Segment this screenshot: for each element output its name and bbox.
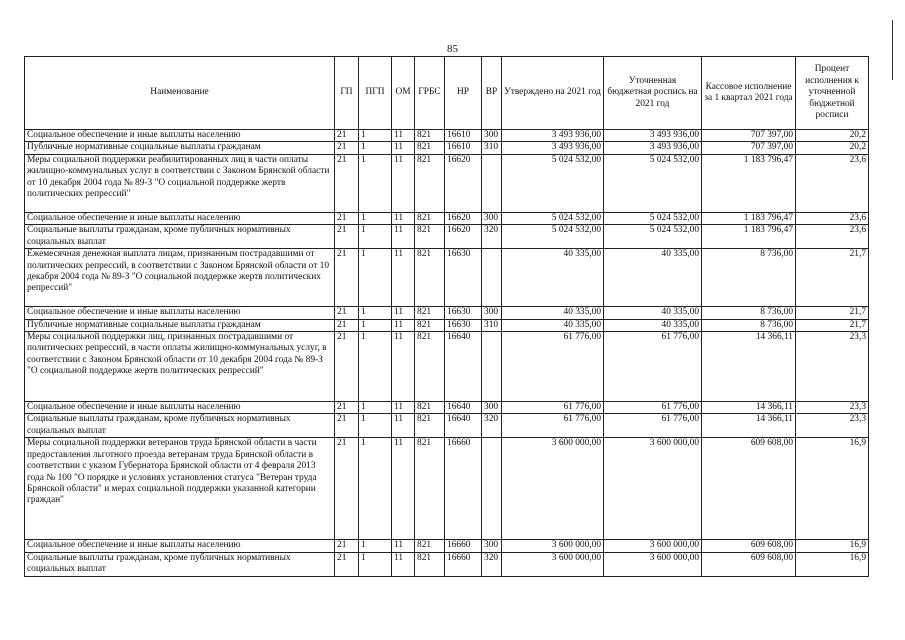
cell-name: Социальное обеспечение и иные выплаты населению	[25, 402, 335, 414]
table-row	[25, 332, 869, 402]
cell-gp: 21	[335, 332, 359, 402]
cell-np: 16620	[445, 225, 482, 249]
cell-vr	[482, 332, 502, 402]
cell-refined: 3 600 000,00	[604, 552, 702, 576]
cell-name: Ежемесячная денежная выплата лицам, признанным пострадавшими от политических репрессий, в соответствии с Законом Брянской области от 10 декабря 2004 года № 89-З "О социальной поддержке жертв политических репрессий"	[25, 249, 335, 307]
header-grbs: ГРБС	[415, 57, 445, 130]
cell-refined: 61 776,00	[604, 414, 702, 438]
cell-percent: 23,3	[796, 414, 869, 438]
cell-name: Публичные нормативные социальные выплаты гражданам	[25, 319, 335, 331]
cell-np: 16620	[445, 212, 482, 224]
cell-pgp: 1	[359, 332, 392, 402]
cell-vr: 300	[482, 212, 502, 224]
cell-percent: 23,6	[796, 154, 869, 212]
cell-gp: 21	[335, 130, 359, 142]
cell-np: 16640	[445, 402, 482, 414]
cell-om: 11	[392, 154, 415, 212]
header-cash: Кассовое исполнение за 1 квартал 2021 года	[702, 57, 796, 130]
cell-name: Публичные нормативные социальные выплаты гражданам	[25, 142, 335, 154]
cell-cash: 1 183 796,47	[702, 225, 796, 249]
cell-refined: 3 493 936,00	[604, 142, 702, 154]
cell-refined: 3 600 000,00	[604, 540, 702, 552]
cell-pgp: 1	[359, 319, 392, 331]
cell-np: 16640	[445, 414, 482, 438]
cell-vr: 320	[482, 414, 502, 438]
cell-refined: 40 335,00	[604, 307, 702, 319]
cell-gp: 21	[335, 402, 359, 414]
budget-table	[24, 56, 869, 577]
cell-approved: 3 493 936,00	[502, 130, 604, 142]
cell-name: Меры социальной поддержки ветеранов труда Брянской области в части предоставления льготного проезда ветеранам труда Брянской области в соответствии с указом Губернатора Брянской области от 4 февраля 2013 года № 100 "О порядке и условиях установления статуса "Ветеран труда Брянской области" и мерах социальной поддержки указанной категории граждан"	[25, 438, 335, 540]
cell-cash: 609 608,00	[702, 540, 796, 552]
table-row	[25, 540, 869, 552]
cell-grbs: 821	[415, 332, 445, 402]
cell-np: 16660	[445, 552, 482, 576]
table-row	[25, 212, 869, 224]
table-row	[25, 249, 869, 307]
cell-percent: 20,2	[796, 142, 869, 154]
cell-percent: 23,6	[796, 225, 869, 249]
cell-approved: 5 024 532,00	[502, 154, 604, 212]
cell-cash: 14 366,11	[702, 414, 796, 438]
cell-pgp: 1	[359, 225, 392, 249]
cell-np: 16620	[445, 154, 482, 212]
cell-vr: 310	[482, 142, 502, 154]
cell-grbs: 821	[415, 402, 445, 414]
table-row	[25, 552, 869, 576]
cell-refined: 5 024 532,00	[604, 154, 702, 212]
cell-cash: 8 736,00	[702, 319, 796, 331]
table-row	[25, 438, 869, 540]
cell-percent: 23,3	[796, 402, 869, 414]
cell-gp: 21	[335, 212, 359, 224]
cell-percent: 21,7	[796, 307, 869, 319]
cell-approved: 3 600 000,00	[502, 438, 604, 540]
cell-pgp: 1	[359, 438, 392, 540]
cell-vr: 320	[482, 552, 502, 576]
cell-approved: 3 493 936,00	[502, 142, 604, 154]
cell-name: Социальное обеспечение и иные выплаты населению	[25, 212, 335, 224]
cell-approved: 40 335,00	[502, 307, 604, 319]
cell-om: 11	[392, 438, 415, 540]
cell-approved: 40 335,00	[502, 249, 604, 307]
cell-grbs: 821	[415, 438, 445, 540]
header-approved: Утверждено на 2021 год	[502, 57, 604, 130]
edge-line	[892, 20, 893, 80]
cell-grbs: 821	[415, 130, 445, 142]
cell-approved: 3 600 000,00	[502, 552, 604, 576]
table-row	[25, 307, 869, 319]
cell-om: 11	[392, 540, 415, 552]
header-name: Наименование	[25, 57, 335, 130]
cell-percent: 21,7	[796, 319, 869, 331]
cell-cash: 14 366,11	[702, 332, 796, 402]
cell-pgp: 1	[359, 212, 392, 224]
table-row	[25, 130, 869, 142]
table-row	[25, 142, 869, 154]
cell-vr	[482, 249, 502, 307]
cell-grbs: 821	[415, 154, 445, 212]
cell-grbs: 821	[415, 319, 445, 331]
cell-np: 16630	[445, 307, 482, 319]
page-number: 85	[447, 43, 458, 55]
cell-gp: 21	[335, 307, 359, 319]
cell-gp: 21	[335, 414, 359, 438]
cell-vr: 310	[482, 319, 502, 331]
cell-om: 11	[392, 130, 415, 142]
cell-grbs: 821	[415, 540, 445, 552]
cell-om: 11	[392, 332, 415, 402]
header-np: НР	[445, 57, 482, 130]
header-refined: Уточненная бюджетная роспись на 2021 год	[604, 57, 702, 130]
cell-gp: 21	[335, 249, 359, 307]
cell-grbs: 821	[415, 552, 445, 576]
cell-pgp: 1	[359, 307, 392, 319]
cell-om: 11	[392, 402, 415, 414]
cell-refined: 3 600 000,00	[604, 438, 702, 540]
cell-om: 11	[392, 142, 415, 154]
header-percent: Процент исполнения к уточненной бюджетной росписи	[796, 57, 869, 130]
cell-vr	[482, 438, 502, 540]
cell-np: 16660	[445, 540, 482, 552]
cell-percent: 23,6	[796, 212, 869, 224]
header-pgp: ПГП	[359, 57, 392, 130]
cell-approved: 61 776,00	[502, 414, 604, 438]
cell-refined: 61 776,00	[604, 402, 702, 414]
cell-gp: 21	[335, 552, 359, 576]
table-row	[25, 225, 869, 249]
header-om: ОМ	[392, 57, 415, 130]
cell-percent: 16,9	[796, 438, 869, 540]
cell-om: 11	[392, 212, 415, 224]
cell-pgp: 1	[359, 540, 392, 552]
table-header-row	[25, 57, 869, 130]
cell-gp: 21	[335, 154, 359, 212]
cell-gp: 21	[335, 225, 359, 249]
cell-om: 11	[392, 552, 415, 576]
cell-percent: 20,2	[796, 130, 869, 142]
cell-name: Социальное обеспечение и иные выплаты населению	[25, 540, 335, 552]
cell-approved: 61 776,00	[502, 402, 604, 414]
cell-pgp: 1	[359, 402, 392, 414]
cell-name: Социальные выплаты гражданам, кроме публичных нормативных социальных выплат	[25, 414, 335, 438]
cell-vr	[482, 154, 502, 212]
cell-pgp: 1	[359, 414, 392, 438]
cell-refined: 40 335,00	[604, 319, 702, 331]
cell-name: Социальное обеспечение и иные выплаты населению	[25, 307, 335, 319]
cell-om: 11	[392, 249, 415, 307]
cell-np: 16640	[445, 332, 482, 402]
cell-np: 16660	[445, 438, 482, 540]
cell-vr: 300	[482, 402, 502, 414]
cell-percent: 16,9	[796, 540, 869, 552]
table-row	[25, 154, 869, 212]
cell-pgp: 1	[359, 552, 392, 576]
cell-cash: 8 736,00	[702, 249, 796, 307]
cell-grbs: 821	[415, 142, 445, 154]
cell-cash: 1 183 796,47	[702, 154, 796, 212]
cell-gp: 21	[335, 438, 359, 540]
cell-cash: 14 366,11	[702, 402, 796, 414]
cell-approved: 61 776,00	[502, 332, 604, 402]
cell-refined: 61 776,00	[604, 332, 702, 402]
cell-grbs: 821	[415, 249, 445, 307]
cell-name: Меры социальной поддержки реабилитированных лиц в части оплаты жилищно-коммунальных услуг в соответствии с Законом Брянской области от 10 декабря 2004 года № 89-З "О социальной поддержке жертв политических репрессий"	[25, 154, 335, 212]
cell-approved: 5 024 532,00	[502, 225, 604, 249]
cell-grbs: 821	[415, 212, 445, 224]
cell-cash: 707 397,00	[702, 142, 796, 154]
cell-pgp: 1	[359, 142, 392, 154]
cell-refined: 3 493 936,00	[604, 130, 702, 142]
cell-vr: 300	[482, 130, 502, 142]
cell-gp: 21	[335, 540, 359, 552]
cell-approved: 3 600 000,00	[502, 540, 604, 552]
table-row	[25, 402, 869, 414]
cell-om: 11	[392, 225, 415, 249]
cell-np: 16630	[445, 249, 482, 307]
cell-cash: 609 608,00	[702, 552, 796, 576]
cell-approved: 40 335,00	[502, 319, 604, 331]
cell-approved: 5 024 532,00	[502, 212, 604, 224]
cell-pgp: 1	[359, 130, 392, 142]
cell-np: 16610	[445, 142, 482, 154]
cell-cash: 707 397,00	[702, 130, 796, 142]
cell-gp: 21	[335, 319, 359, 331]
cell-vr: 320	[482, 225, 502, 249]
cell-om: 11	[392, 319, 415, 331]
cell-name: Социальное обеспечение и иные выплаты населению	[25, 130, 335, 142]
cell-refined: 40 335,00	[604, 249, 702, 307]
cell-percent: 16,9	[796, 552, 869, 576]
table-row	[25, 319, 869, 331]
cell-percent: 23,3	[796, 332, 869, 402]
cell-vr: 300	[482, 540, 502, 552]
cell-gp: 21	[335, 142, 359, 154]
cell-name: Социальные выплаты гражданам, кроме публичных нормативных социальных выплат	[25, 225, 335, 249]
cell-np: 16630	[445, 319, 482, 331]
cell-cash: 8 736,00	[702, 307, 796, 319]
cell-grbs: 821	[415, 225, 445, 249]
cell-percent: 21,7	[796, 249, 869, 307]
cell-np: 16610	[445, 130, 482, 142]
cell-grbs: 821	[415, 307, 445, 319]
cell-pgp: 1	[359, 249, 392, 307]
cell-cash: 1 183 796,47	[702, 212, 796, 224]
cell-name: Социальные выплаты гражданам, кроме публичных нормативных социальных выплат	[25, 552, 335, 576]
header-gp: ГП	[335, 57, 359, 130]
cell-grbs: 821	[415, 414, 445, 438]
cell-pgp: 1	[359, 154, 392, 212]
header-vr: ВР	[482, 57, 502, 130]
cell-om: 11	[392, 307, 415, 319]
cell-om: 11	[392, 414, 415, 438]
cell-refined: 5 024 532,00	[604, 212, 702, 224]
cell-refined: 5 024 532,00	[604, 225, 702, 249]
cell-name: Меры социальной поддержки лиц, признанных пострадавшими от политических репрессий, в части оплаты жилищно-коммунальных услуг, в соответствии с Законом Брянской области от 10 декабря 2004 года № 89-З "О социальной поддержке жертв политических репрессий"	[25, 332, 335, 402]
table-row	[25, 414, 869, 438]
cell-vr: 300	[482, 307, 502, 319]
cell-cash: 609 608,00	[702, 438, 796, 540]
